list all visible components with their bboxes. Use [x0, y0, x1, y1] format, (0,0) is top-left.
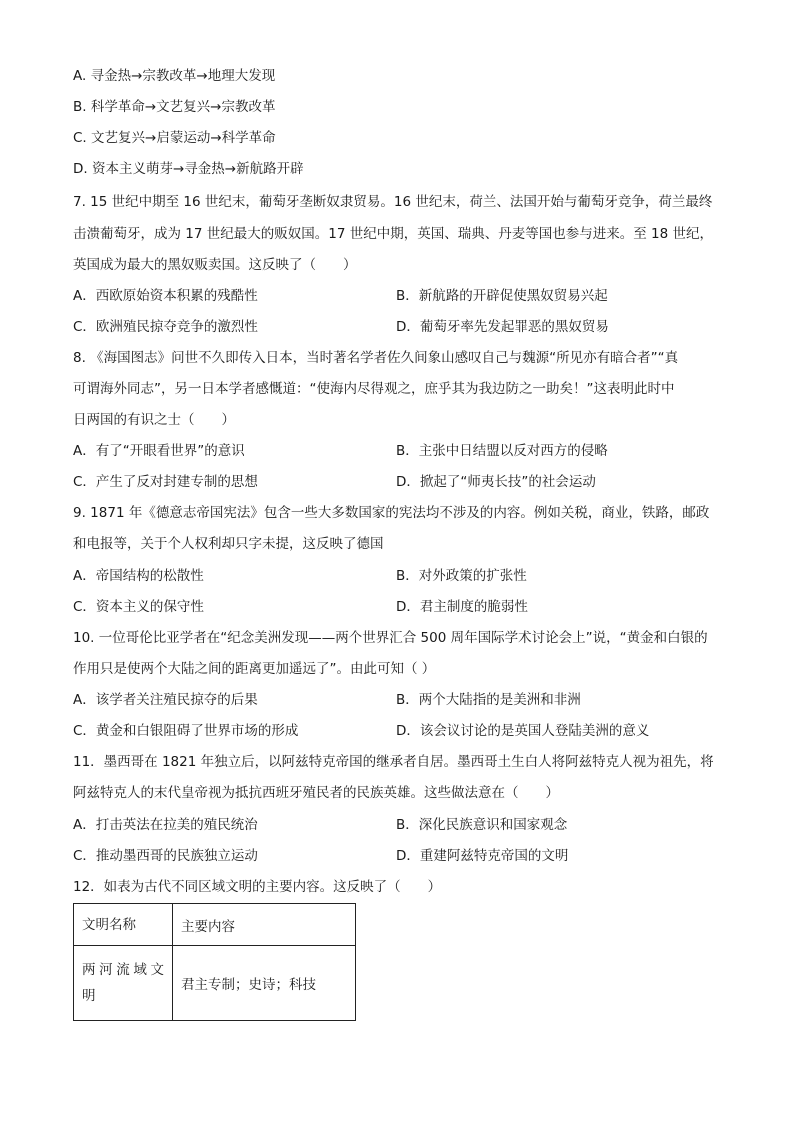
- q9-option-d: D．君主制度的脆弱性: [396, 599, 528, 615]
- q8-stem-line-3: 日两国的有识之士（ ）: [73, 412, 235, 428]
- q7-stem-line-3: 英国成为最大的黑奴贩卖国。这反映了（ ）: [73, 257, 357, 273]
- q11-option-c: C．推动墨西哥的民族独立运动: [73, 848, 258, 864]
- table-row: [74, 946, 356, 1021]
- q9-option-b: B．对外政策的扩张性: [396, 568, 527, 584]
- q11-option-d: D．重建阿兹特克帝国的文明: [396, 848, 569, 864]
- q10-option-d: D．该会议讨论的是英国人登陆美洲的意义: [396, 723, 650, 739]
- q9-option-c: C．资本主义的保守性: [73, 599, 204, 615]
- cell-main-content: 君主专制；史诗；科技: [173, 946, 356, 1021]
- cell-civilization-name: [74, 946, 173, 1021]
- q6-option-b: B. 科学革命→文艺复兴→宗教改革: [73, 99, 276, 115]
- q8-option-d: D．掀起了“师夷长技”的社会运动: [396, 474, 596, 490]
- q7-stem-line-2: 击溃葡萄牙，成为 17 世纪最大的贩奴国。17 世纪中期，英国、瑞典、丹麦等国也参与进来。至 18 世纪，: [73, 226, 713, 242]
- q8-option-a: A．有了“开眼看世界”的意识: [73, 443, 245, 459]
- q6-option-a: A. 寻金热→宗教改革→地理大发现: [73, 68, 276, 84]
- q12-stem: 12．如表为古代不同区域文明的主要内容。这反映了（ ）: [73, 879, 442, 895]
- header-civilization-name: 文明名称: [74, 904, 173, 946]
- q7-option-c: C．欧洲殖民掠夺竞争的激烈性: [73, 319, 258, 335]
- q7-option-b: B．新航路的开辟促使黑奴贸易兴起: [396, 288, 608, 304]
- header-main-content: 主要内容: [173, 904, 356, 946]
- q8-stem-line-1: 8. 《海国图志》问世不久即传入日本，当时著名学者佐久间象山感叹自己与魏源“所见亦有暗合者”“真: [73, 350, 679, 366]
- q9-stem-line-1: 9. 1871 年《德意志帝国宪法》包含一些大多数国家的宪法均不涉及的内容。例如关税，商业，铁路，邮政: [73, 505, 710, 521]
- civilization-table: [73, 903, 356, 1021]
- q8-option-b: B．主张中日结盟以反对西方的侵略: [396, 443, 608, 459]
- q9-stem-line-2: 和电报等，关于个人权利却只字未提，这反映了德国: [73, 536, 384, 552]
- q8-stem-line-2: 可谓海外同志”，另一日本学者感慨道：“使海内尽得观之，庶乎其为我边防之一助矣！”这表明此时中: [73, 381, 675, 397]
- q8-option-c: C．产生了反对封建专制的思想: [73, 474, 258, 490]
- q7-stem-line-1: 7. 15 世纪中期至 16 世纪末，葡萄牙垄断奴隶贸易。16 世纪末，荷兰、法国开始与葡萄牙竞争，荷兰最终: [73, 194, 713, 210]
- q10-stem-line-2: 作用只是使两个大陆之间的距离更加遥远了”。由此可知（ ）: [73, 661, 436, 677]
- q7-option-d: D．葡萄牙率先发起罪恶的黑奴贸易: [396, 319, 609, 335]
- q11-option-a: A．打击英法在拉美的殖民统治: [73, 817, 258, 833]
- q11-option-b: B．深化民族意识和国家观念: [396, 817, 568, 833]
- q10-option-a: A．该学者关注殖民掠夺的后果: [73, 692, 258, 708]
- q10-option-c: C．黄金和白银阻碍了世界市场的形成: [73, 723, 299, 739]
- q6-option-c: C. 文艺复兴→启蒙运动→科学革命: [73, 130, 276, 146]
- cell-name-line-1: 两河流域文: [82, 962, 164, 978]
- q9-option-a: A．帝国结构的松散性: [73, 568, 204, 584]
- q10-stem-line-1: 10. 一位哥伦比亚学者在“纪念美洲发现——两个世界汇合 500 周年国际学术讨论会上”说，“黄金和白银的: [73, 630, 708, 646]
- table-header-row: [74, 904, 356, 946]
- q6-option-d: D. 资本主义萌芽→寻金热→新航路开辟: [73, 161, 304, 177]
- q11-stem-line-1: 11．墨西哥在 1821 年独立后，以阿兹特克帝国的继承者自居。墨西哥土生白人将阿兹特克人视为祖先，将: [73, 754, 714, 770]
- q10-option-b: B．两个大陆指的是美洲和非洲: [396, 692, 581, 708]
- q11-stem-line-2: 阿兹特克人的末代皇帝视为抵抗西班牙殖民者的民族英雄。这些做法意在（ ）: [73, 785, 559, 801]
- cell-name-line-2: 明: [82, 988, 96, 1004]
- q7-option-a: A．西欧原始资本积累的残酷性: [73, 288, 258, 304]
